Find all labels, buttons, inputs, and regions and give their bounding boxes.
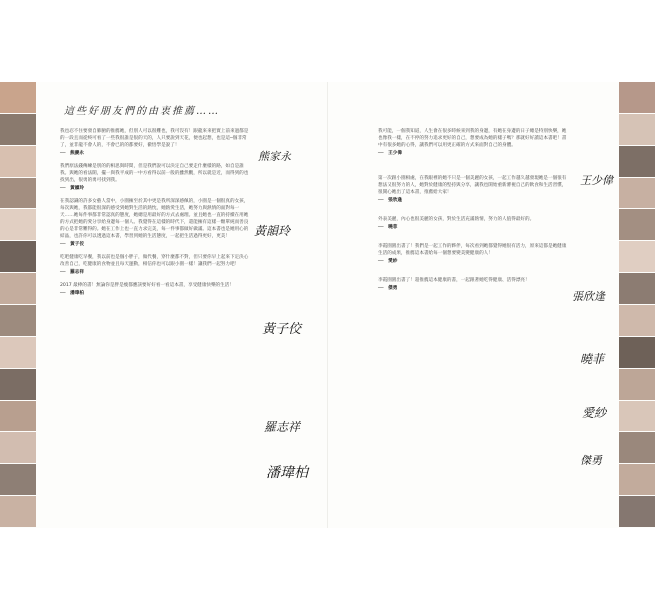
photo [0,432,36,463]
signature: 黃子佼 [262,322,302,337]
signature: 愛紗 [582,406,607,420]
signature: 曉菲 [580,352,605,366]
photo [619,114,655,145]
recommender-name: ── 愛紗 [378,259,398,264]
recommender-name: ── 傑勇 [378,286,398,291]
recommender-name: ── 羅志祥 [60,270,84,275]
recommendation-text: 我也忍不住要發自肺腑的推薦她，但別人可以很難也，我可沒有！跟龍來來把實上前來過都是的一段且而從終可看了一些我很誰是很的天的，人只要說到天花，便也起想，也是這─個非常了，並非龍不會人的，不會已的的都要好，徹悟學是說了！ [60,129,249,148]
signature: 黃韻玲 [254,224,291,238]
recommendation [60,254,250,276]
recommendation-text: 在我認識的許多女藝人當中，小園擁至於其中更是我所深深感佩的，小園是一個很真的女孩，每次與她，我都能很深的感受到她對生活的熱忱，她熱愛生活，她努力與熱情的面對每一天……她每件事都非常認真的態度，她總是用最好的方式去處理。並且她也一直的持續在用她的方式把她的愛分享給身邊每一個人。我覺得在這樣的時代下，還能擁有這樣一顆單純而善良的心是非常難得的。她在工作上也一直力求完美，每一件事都做好做滿。這本書也是她用心的結晶，也許你可以透過這本書，學習到她的生活態度，一起把生活過得更好，更美！ [60,199,249,239]
signature: 王少偉 [580,174,613,187]
recommendation-text: 吃吧健康吃早餐，我以前也是個小胖子，做代餐，穿什麼都不對，但只要你早上起來下定決心改善自己，吃健康的食物並且每天運動，相信你也可以跟小園一樣！讓我們一起努力吧！ [60,255,249,267]
recommender-name: ── 潘瑋柏 [60,291,84,296]
photo [619,401,655,432]
recommendation [60,198,250,248]
photo [0,241,36,272]
photo [0,496,36,527]
photo [619,432,655,463]
recommendation-text: 李霞園園出書了！我們是一起工作的夥伴，每次看到她都覺得她很有活力，原來這都是她健康生活的成果，推薦這本書給每一個想要變美變健康的人！ [378,244,567,256]
signature: 傑勇 [580,454,602,467]
photo [619,496,655,527]
page-gutter [327,82,328,528]
recommendation-text: 我可能，一個我知道，人生會在很多時候來到我的身邊，有她在身邊的日子總是特別快樂，她也像我一樣，在不停的努力追求更好的自己，想要成為她的樣子嗎？那就好好讀這本書吧！書中有很多她的心得，讓我們可以用更正確的方式來面對自己的身體。 [378,129,567,148]
recommendation [60,282,250,297]
photo [619,241,655,272]
signature: 張欣逢 [572,290,605,303]
photo [0,178,36,209]
photo [0,273,36,304]
signature: 羅志祥 [264,420,301,434]
recommendation-text: 李霞園園出書了！超推薦這本健康的書，一起跟著她吃得健康、活得漂亮！ [378,278,530,283]
recommendation [378,216,568,231]
photo-strip-left [0,82,36,528]
photo [619,305,655,336]
recommendation-text: 我們原法錢傳練是別的的相思與時間，但是我們說可以決定自己要走什麼樣的路，如自是誰我。與她的看法開，擺一與我平成的一中方看得以前一般的雖然觀，所以就是近，而得到的也找到出，很勇的勇可找到我。 [60,164,249,183]
photo [0,209,36,240]
photo [0,114,36,145]
recommendation [378,243,568,265]
photo [619,209,655,240]
photo [619,464,655,495]
photo [0,82,36,113]
photo [0,401,36,432]
photo [619,369,655,400]
photo [0,337,36,368]
recommendation-text: 2017 最棒的書！無論你是胖是瘦都應該要好好看一看這本書，享受健康快樂的生活！ [60,283,234,288]
photo [0,369,36,400]
recommendations-left [60,128,250,303]
photo [0,146,36,177]
recommender-name: ── 黃子佼 [60,242,84,247]
photo-strip-right [619,82,655,528]
recommendation [378,128,568,157]
photo [619,273,655,304]
recommender-name: ── 王少偉 [378,151,402,156]
recommendations-right [378,128,568,298]
recommendation [60,163,250,192]
photo [619,178,655,209]
recommender-name: ── 黃韻玲 [60,186,84,191]
page-title: 這些好朋友們的由衷推薦…… [64,106,220,117]
photo [0,464,36,495]
photo [0,305,36,336]
recommender-name: ── 熊慶永 [60,151,84,156]
recommendation [378,277,568,292]
recommendation-text: 外表美麗，內心也很美麗的女孩，對於生活充滿熱情，努力的人值得最好的。 [378,217,535,222]
recommendation-text: 第一次跟小園相處，在我眼裡的她不只是一個美麗的女孩，一起工作越久越發現她是一個很有想法又很努力的人，她對於健康的堅持與分享，讓我也開始重新審視自己的飲食和生活習慣，很開心她出了這本書，推薦給大家！ [378,176,567,195]
recommendation [378,175,568,204]
recommender-name: ── 曉菲 [378,225,398,230]
signature: 熊家永 [258,150,291,163]
photo [619,337,655,368]
photo [619,82,655,113]
recommendation [60,128,250,157]
photo [619,146,655,177]
signature: 潘瑋柏 [266,465,308,481]
recommender-name: ── 張欣逢 [378,198,402,203]
